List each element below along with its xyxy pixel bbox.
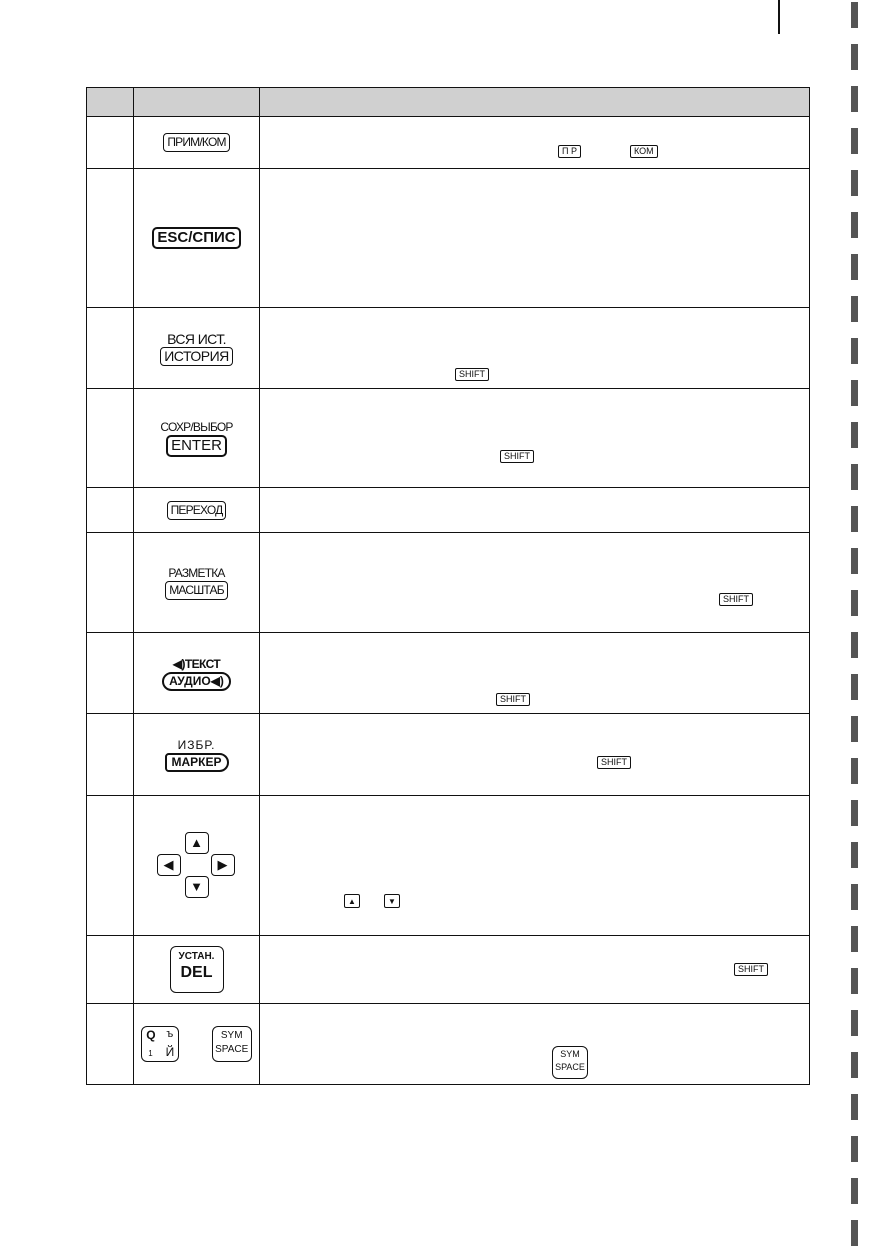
edge-tab-mark <box>851 380 858 406</box>
edge-tab-mark <box>851 2 858 28</box>
sym-space-inline-key <box>552 1046 588 1079</box>
edge-tab-mark <box>851 1136 858 1162</box>
table-row <box>87 169 810 308</box>
edge-tab-mark <box>851 716 858 742</box>
edge-tab-mark <box>851 1094 858 1120</box>
table-row <box>87 936 810 1004</box>
edge-tab-mark <box>851 1010 858 1036</box>
shift-inline-key: SHIFT <box>719 593 753 606</box>
edge-tab-mark <box>851 128 858 154</box>
arrow-down-icon: ▼ <box>185 876 209 898</box>
shift-inline-key: SHIFT <box>496 693 530 706</box>
table-row <box>87 533 810 633</box>
header-rule <box>778 0 780 34</box>
header-cell-key <box>134 88 260 117</box>
edge-tab-mark <box>851 632 858 658</box>
audio-key-upper-label: ◀)ТЕКСТ <box>172 656 221 671</box>
q-key-latin-label: Q <box>146 1028 156 1042</box>
edge-tab-mark <box>851 464 858 490</box>
arrow-up-icon: ▲ <box>185 832 209 854</box>
small-up-arrow-icon: ▲ <box>344 894 360 908</box>
edge-tab-mark <box>851 758 858 784</box>
edge-tab-mark <box>851 86 858 112</box>
edge-tab-mark <box>851 674 858 700</box>
edge-tab-mark <box>851 422 858 448</box>
edge-tab-mark <box>851 170 858 196</box>
table-header-row <box>87 88 810 117</box>
prim-kom-key: ПРИМ/КОМ <box>163 133 229 152</box>
q-key-digit-label: 1 <box>148 1049 153 1058</box>
edge-tab-mark <box>851 1220 858 1246</box>
marker-key-upper-label: ИЗБР. <box>177 738 216 752</box>
shift-inline-key: SHIFT <box>734 963 768 976</box>
shift-inline-key: SHIFT <box>455 368 489 381</box>
edge-tab-mark <box>851 254 858 280</box>
scale-key-upper-label: РАЗМЕТКА <box>168 566 225 580</box>
sym-inline-label: SPACE <box>555 1062 585 1072</box>
kom-inline-key: КОМ <box>630 145 658 158</box>
edge-tab-mark <box>851 338 858 364</box>
edge-tab-mark <box>851 800 858 826</box>
edge-tab-mark <box>851 884 858 910</box>
edge-tab-mark <box>851 1178 858 1204</box>
history-key: ИСТОРИЯ <box>160 347 233 366</box>
table-row <box>87 488 810 533</box>
shift-inline-key: SHIFT <box>597 756 631 769</box>
arrow-right-icon: ▶ <box>211 854 235 876</box>
scale-key: МАСШТАБ <box>165 581 228 600</box>
q-key-hard-sign-label: ъ <box>166 1028 174 1040</box>
sym-space-key <box>212 1026 252 1062</box>
audio-key: АУДИО◀) <box>162 672 231 691</box>
sym-key-label: SPACE <box>215 1044 249 1055</box>
history-key-upper-label: ВСЯ ИСТ. <box>167 330 226 347</box>
sym-key-upper-label: SYM <box>220 1030 243 1041</box>
edge-tab-mark <box>851 1052 858 1078</box>
del-key-upper-label: УСТАН. <box>178 951 215 962</box>
small-down-arrow-icon: ▼ <box>384 894 400 908</box>
q-key-cyrillic-label: Й <box>165 1045 175 1059</box>
table-row <box>87 117 810 169</box>
table-row <box>87 1004 810 1085</box>
arrow-left-icon: ◀ <box>157 854 181 876</box>
del-key <box>170 946 224 993</box>
enter-key: ENTER <box>166 435 227 457</box>
marker-key: МАРКЕР <box>165 753 229 772</box>
edge-tab-mark <box>851 506 858 532</box>
table-row <box>87 308 810 389</box>
table-row <box>87 389 810 488</box>
table-row <box>87 633 810 714</box>
table-row <box>87 714 810 796</box>
shift-inline-key: SHIFT <box>500 450 534 463</box>
arrow-keys-pad <box>157 832 237 900</box>
perekhod-key: ПЕРЕХОД <box>167 501 227 520</box>
edge-tab-mark <box>851 212 858 238</box>
table-row <box>87 796 810 936</box>
pr-inline-key: П Р <box>558 145 581 158</box>
edge-tab-mark <box>851 590 858 616</box>
edge-tab-mark <box>851 842 858 868</box>
header-cell-description <box>260 88 810 117</box>
esc-spis-key: ESC/СПИС <box>152 227 240 249</box>
edge-tab-mark <box>851 926 858 952</box>
page-edge-tab-marks <box>851 0 859 1259</box>
sym-inline-upper-label: SYM <box>560 1049 580 1059</box>
edge-tab-mark <box>851 296 858 322</box>
key-function-table <box>86 87 810 1085</box>
q-key <box>141 1026 179 1062</box>
edge-tab-mark <box>851 548 858 574</box>
enter-key-upper-label: СОХР/ВЫБОР <box>160 420 233 434</box>
edge-tab-mark <box>851 968 858 994</box>
del-key-label: DEL <box>180 964 213 981</box>
edge-tab-mark <box>851 44 858 70</box>
header-cell-number <box>87 88 134 117</box>
